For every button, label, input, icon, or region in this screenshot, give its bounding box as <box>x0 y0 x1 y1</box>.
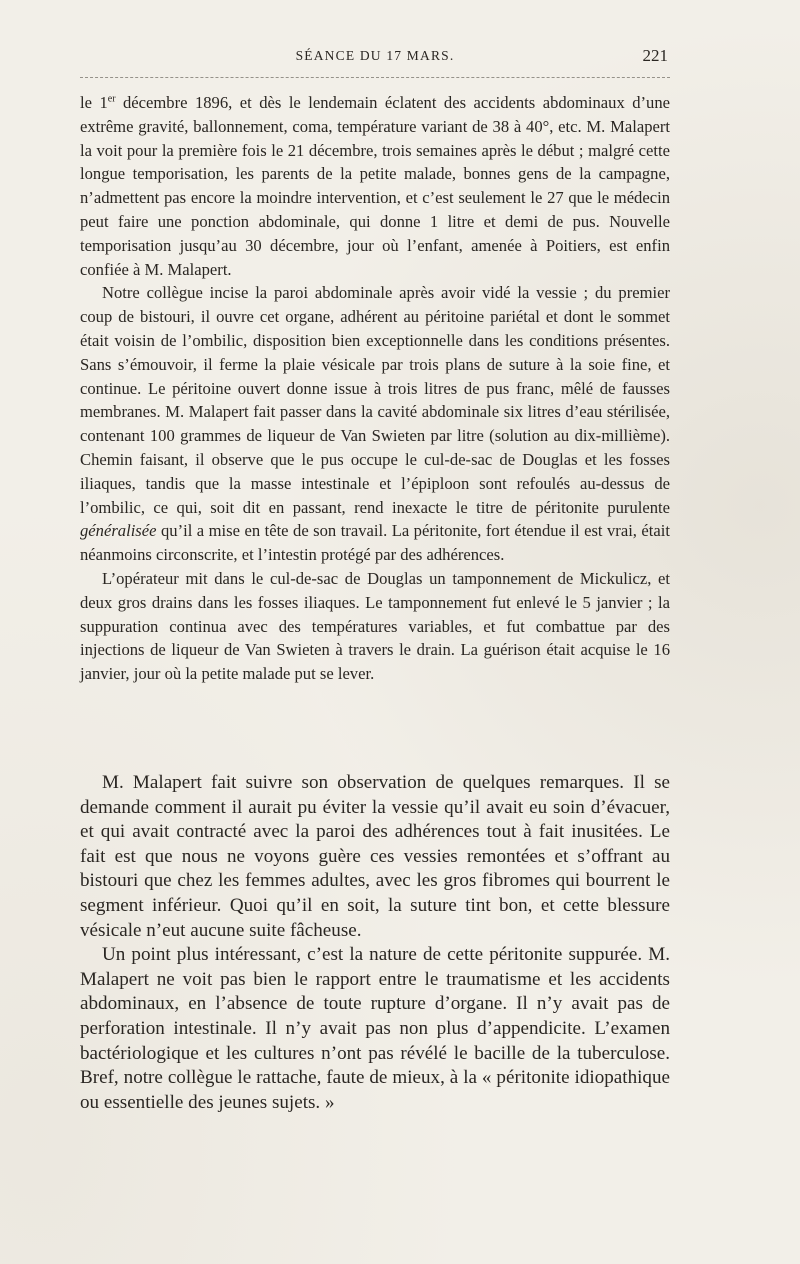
commentary-paragraph-2: Un point plus intéressant, c’est la nature de cette péritonite suppurée. M. Malapert ne voit pas bien le rapport entre le traumatisme et les accidents abdominaux, en l’absence de toute rupture d’organe. Il n’y avait pas de perforation intestinale. Il n’y avait pas non plus d’appendicite. L’examen bactériologique et les cultures n’ont pas révélé le bacille de la tuberculose. Bref, notre collègue le rattache, faute de mieux, à la « péritonite idiopathique ou essentielle des jeunes sujets. » <box>80 944 670 1113</box>
case-report-text <box>80 91 670 686</box>
case-paragraph-1-rest: décembre 1896, et dès le lendemain éclatent des accidents abdominaux d’une extrême gravité, ballonnement, coma, température variant de 38 à 40°, etc. M. Malapert la voit pour la première fois le 21 décembre, trois semaines après le début ; malgré cette longue temporisation, les parents de la petite malade, bonnes gens de la campagne, n’admettent pas encore la moindre intervention, et c’est seulement le 27 que le médecin peut faire une ponction abdominale, qui donne 1 litre et demi de pus. Nouvelle temporisation jusqu’au 30 décembre, jour où l’enfant, amenée à Poitiers, est enfin confiée à M. Malapert. <box>80 93 671 279</box>
case-paragraph-2-start: Notre collègue incise la paroi abdominale après avoir vidé la vessie ; du premier coup de bistouri, il ouvre cet organe, adhérent au péritoine pariétal et dont le sommet était voisin de l’ombilic, disposition bien exceptionnelle dans les conditions présentes. Sans s’émouvoir, il ferme la plaie vésicale par trois plans de suture à la soie fine, et continue. Le péritoine ouvert donne issue à trois litres de pus franc, mêlé de fausses membranes. M. Malapert fait passer dans la cavité abdominale six litres d’eau stérilisée, contenant 100 grammes de liqueur de Van Swieten par litre (solution au dix-millième). Chemin faisant, il observe que le pus occupe le cul-de-sac de Douglas et les fosses iliaques, tandis que la masse intestinale et l’épiploon sont refoulés au-dessus de l’ombilic, ce qui, soit dit en passant, rend inexacte le titre de péritonite purulente <box>80 283 670 517</box>
case-paragraph-2 <box>80 281 670 567</box>
header-rule <box>80 77 670 78</box>
running-title: SÉANCE DU 17 MARS. <box>295 48 455 63</box>
case-paragraph-3: L’opérateur mit dans le cul-de-sac de Douglas un tamponnement de Mickulicz, et deux gros drains dans les fosses iliaques. Le tamponnement fut enlevé le 5 janvier ; la suppuration continua avec des températures variables, et fut combattue par des injections de liqueur de Van Swieten à travers le drain. La guérison était acquise le 16 janvier, jour où la petite malade put se lever. <box>80 568 670 684</box>
page-header <box>80 46 670 70</box>
case-paragraph-2-rest: qu’il a mise en tête de son travail. La péritonite, fort étendue il est vrai, était néanmoins circonscrite, et l’intestin protégé par des adhérences. <box>80 521 670 565</box>
italic-term: généralisée <box>80 521 157 541</box>
page-number: 221 <box>642 46 668 65</box>
case-paragraph-1-start: le 1 <box>80 93 108 112</box>
case-paragraph-1 <box>80 91 670 281</box>
commentary-paragraph-1: M. Malapert fait suivre son observation de quelques remarques. Il se demande comment il aurait pu éviter la vessie qu’il avait eu soin d’évacuer, et qui avait contracté avec la paroi des adhérences tout à fait inusitées. Le fait est que nous ne voyons guère ces vessies remontées et s’offrant au bistouri que chez les femmes adultes, avec les gros fibromes qui bourrent le segment inférieur. Quoi qu’il en soit, la suture tint bon, et cette blessure vésicale n’eut aucune suite fâcheuse. <box>80 772 670 941</box>
commentary-text <box>80 771 670 1115</box>
ordinal-superscript: er <box>107 93 116 105</box>
